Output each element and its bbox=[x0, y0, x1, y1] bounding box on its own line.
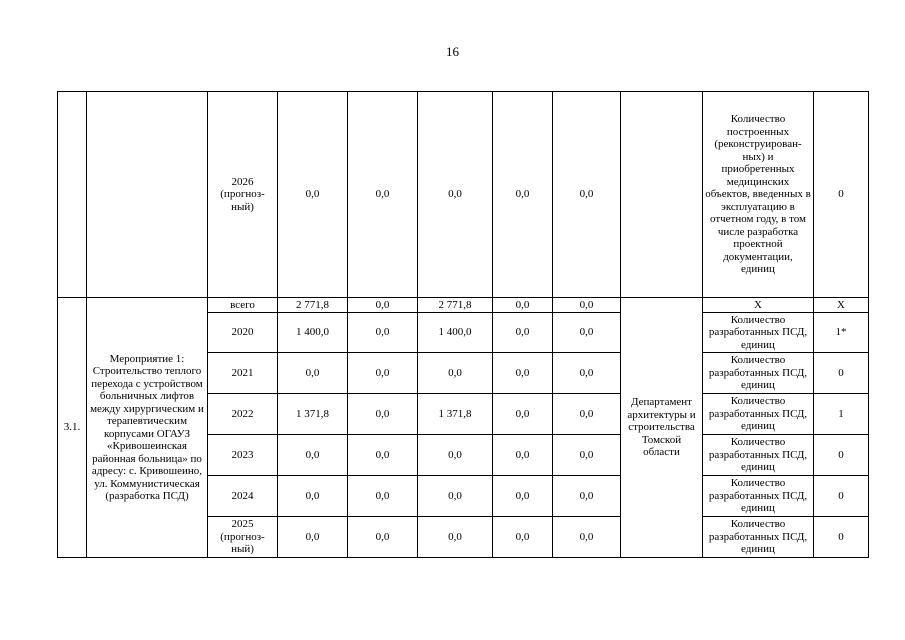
value-cell: 2 771,8 bbox=[418, 298, 493, 313]
value-cell: 1 371,8 bbox=[278, 394, 348, 435]
indicator-cell: Количество построенных (реконструирован-ных) и приобретенных медицинских объектов, введенных в эксплуатацию в отчетном году, в том числе разработка проектной документации, единиц bbox=[703, 92, 814, 298]
indicator-cell: Количество разработанных ПСД, единиц bbox=[703, 394, 814, 435]
year-cell: 2025 (прогноз- ный) bbox=[208, 517, 278, 558]
page-number: 16 bbox=[446, 44, 459, 59]
value-cell: 1 400,0 bbox=[278, 313, 348, 353]
value-cell: 0,0 bbox=[553, 435, 621, 476]
value-cell: 0,0 bbox=[418, 353, 493, 394]
value-cell: 0,0 bbox=[493, 517, 553, 558]
year-cell: 2022 bbox=[208, 394, 278, 435]
value-cell: 0,0 bbox=[553, 298, 621, 313]
department-cell: Департамент архитектуры и строительства Томской области bbox=[621, 298, 703, 558]
value-cell: 2 771,8 bbox=[278, 298, 348, 313]
value-cell: 0,0 bbox=[553, 313, 621, 353]
value-cell: 0,0 bbox=[553, 517, 621, 558]
target-value-cell: X bbox=[814, 298, 869, 313]
measure-name-cell: Мероприятие 1: Строительство теплого перехода с устройством больничных лифтов между хирургическим и терапевтическим корпусами ОГАУЗ «Кривошеинская районная больница» по адресу: с. Кривошеино, ул. Коммунистическая (разработка ПСД) bbox=[87, 298, 208, 558]
value-cell: 0,0 bbox=[553, 353, 621, 394]
target-value-cell: 0 bbox=[814, 92, 869, 298]
year-cell: 2023 bbox=[208, 435, 278, 476]
row-number-cell bbox=[58, 92, 87, 298]
value-cell: 0,0 bbox=[418, 92, 493, 298]
value-cell: 0,0 bbox=[553, 394, 621, 435]
value-cell: 0,0 bbox=[493, 476, 553, 517]
value-cell: 0,0 bbox=[348, 394, 418, 435]
value-cell: 0,0 bbox=[418, 435, 493, 476]
value-cell: 0,0 bbox=[348, 313, 418, 353]
value-cell: 0,0 bbox=[348, 435, 418, 476]
value-cell: 0,0 bbox=[348, 298, 418, 313]
year-cell: 2024 bbox=[208, 476, 278, 517]
measure-3-1 bbox=[58, 298, 869, 558]
value-cell: 0,0 bbox=[493, 298, 553, 313]
value-cell: 0,0 bbox=[278, 92, 348, 298]
value-cell: 0,0 bbox=[278, 435, 348, 476]
indicator-cell: Количество разработанных ПСД, единиц bbox=[703, 313, 814, 353]
value-cell: 0,0 bbox=[418, 476, 493, 517]
value-cell: 0,0 bbox=[278, 476, 348, 517]
row-number-cell: 3.1. bbox=[58, 298, 87, 558]
target-value-cell: 1* bbox=[814, 313, 869, 353]
value-cell: 1 400,0 bbox=[418, 313, 493, 353]
year-cell: 2021 bbox=[208, 353, 278, 394]
value-cell: 0,0 bbox=[493, 435, 553, 476]
budget-table bbox=[57, 91, 869, 558]
indicator-cell: Количество разработанных ПСД, единиц bbox=[703, 353, 814, 394]
value-cell: 0,0 bbox=[418, 517, 493, 558]
value-cell: 0,0 bbox=[348, 353, 418, 394]
department-cell bbox=[621, 92, 703, 298]
year-cell: 2020 bbox=[208, 313, 278, 353]
value-cell: 0,0 bbox=[493, 92, 553, 298]
table-row bbox=[58, 298, 869, 313]
value-cell: 1 371,8 bbox=[418, 394, 493, 435]
target-value-cell: 0 bbox=[814, 353, 869, 394]
value-cell: 0,0 bbox=[348, 476, 418, 517]
value-cell: 0,0 bbox=[348, 517, 418, 558]
indicator-cell: Количество разработанных ПСД, единиц bbox=[703, 517, 814, 558]
value-cell: 0,0 bbox=[553, 92, 621, 298]
indicator-cell: Количество разработанных ПСД, единиц bbox=[703, 476, 814, 517]
value-cell: 0,0 bbox=[493, 394, 553, 435]
target-value-cell: 0 bbox=[814, 435, 869, 476]
value-cell: 0,0 bbox=[493, 353, 553, 394]
value-cell: 0,0 bbox=[553, 476, 621, 517]
measure-name-cell bbox=[87, 92, 208, 298]
year-cell: всего bbox=[208, 298, 278, 313]
value-cell: 0,0 bbox=[278, 517, 348, 558]
target-value-cell: 0 bbox=[814, 476, 869, 517]
value-cell: 0,0 bbox=[278, 353, 348, 394]
target-value-cell: 0 bbox=[814, 517, 869, 558]
year-cell: 2026 (прогноз- ный) bbox=[208, 92, 278, 298]
value-cell: 0,0 bbox=[348, 92, 418, 298]
value-cell: 0,0 bbox=[493, 313, 553, 353]
target-value-cell: 1 bbox=[814, 394, 869, 435]
indicator-cell: Количество разработанных ПСД, единиц bbox=[703, 435, 814, 476]
indicator-cell: X bbox=[703, 298, 814, 313]
table-row-2026 bbox=[58, 92, 869, 298]
